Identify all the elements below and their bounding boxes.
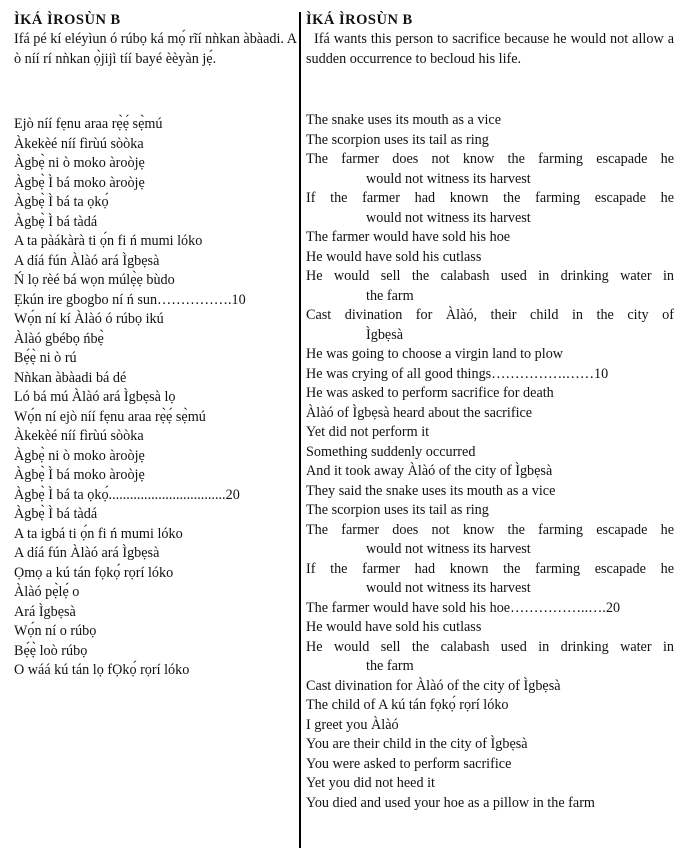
column-divider xyxy=(299,12,301,848)
verse-line: Ọmọ a kú tán fọkọ́ rọrí lóko xyxy=(14,564,174,581)
verse-line: You died and used your hoe as a pillow in the farm xyxy=(306,794,595,811)
yoruba-title: ÌKÁ ÌROSÙN B xyxy=(14,12,121,28)
verse-line: A ta igbá ti ọ́n fi ń mumi lóko xyxy=(14,525,183,542)
verse-line: The snake uses its mouth as a vice xyxy=(306,112,502,128)
verse-line: The child of A kú tán fọkọ́ rọrí lóko xyxy=(306,697,509,713)
verse-line: Cast divination for Àlàó, their child in the city of xyxy=(306,307,674,323)
verse-line: He would have sold his cutlass xyxy=(306,619,482,635)
verse-line: You were asked to perform sacrifice xyxy=(306,755,512,772)
verse-line: O wáá kú tán lọ fỌkọ́ rọrí lóko xyxy=(14,662,190,678)
verse-line: Ẹkún ire gbogbo ní ń sun…………….10 xyxy=(14,291,246,308)
verse-line: Àgbẹ̀ Ì bá ta ọkọ́.................................20 xyxy=(14,486,240,503)
verse-line: Àgbẹ̀ Ì bá ta ọkọ́ xyxy=(14,194,109,210)
english-column xyxy=(306,10,674,813)
verse-line: Àlàó of Ìgbẹsà heard about the sacrifice xyxy=(306,404,533,421)
verse-line: Wọ́n ní ejò níí fẹnu araa rẹ̀ẹ́ sẹ̀mú xyxy=(14,408,206,425)
verse-line: Àgbẹ̀ Ì bá tàdá xyxy=(14,506,98,522)
verse-line: Àlàó gbébọ ńbẹ̀ xyxy=(14,330,104,347)
english-title: ÌKÁ ÌROSÙN B xyxy=(306,12,413,28)
english-verse xyxy=(306,111,674,813)
verse-line: Bẹ́ẹ̀ loò rúbọ xyxy=(14,642,88,659)
verse-line: If the farmer had known the farming escapade he xyxy=(306,560,674,577)
verse-line: You are their child in the city of Ìgbẹsà xyxy=(306,736,528,752)
verse-line: The farmer does not know the farming escapade he xyxy=(306,521,674,538)
verse-line: Ń lọ rèé bá wọn múlẹ̀ẹ bùdo xyxy=(14,272,175,288)
verse-line: Bẹ́ẹ̀ ni ò rú xyxy=(14,350,77,366)
verse-line: Yet you did not heed it xyxy=(306,775,436,791)
verse-line: Wọ́n ní kí Àlàó ó rúbọ ikú xyxy=(14,311,164,327)
verse-line: Yet did not perform it xyxy=(306,424,430,440)
verse-line-continuation: would not witness its harvest xyxy=(366,170,531,187)
verse-line: A díá fún Àlàó ará Ìgbẹsà xyxy=(14,252,160,269)
verse-line: A ta pàákàrà ti ọ́n fi ń mumi lóko xyxy=(14,233,203,249)
verse-line: Ará Ìgbẹsà xyxy=(14,603,76,620)
verse-line: Àgbẹ̀ Ì bá moko àroòjẹ xyxy=(14,174,145,191)
verse-line: The scorpion uses its tail as ring xyxy=(306,502,489,518)
verse-line: He was asked to perform sacrifice for death xyxy=(306,385,554,401)
verse-line: He was going to choose a virgin land to plow xyxy=(306,346,564,362)
verse-line: Àkekèé níí fìrùú sòòka xyxy=(14,135,144,152)
verse-line: The farmer would have sold his hoe xyxy=(306,229,511,245)
verse-line: Cast divination for Àlàó of the city of Ìgbẹsà xyxy=(306,677,561,694)
verse-line: Àkekèé níí fìrùú sòòka xyxy=(14,428,144,444)
verse-line: A díá fún Àlàó ará Ìgbẹsà xyxy=(14,545,160,561)
verse-line: Nǹkan àbàadi bá dé xyxy=(14,369,127,386)
verse-line: Àgbẹ̀ Ì bá moko àroòjẹ xyxy=(14,467,145,483)
verse-line: He would have sold his cutlass xyxy=(306,248,482,265)
verse-line: The farmer would have sold his hoe……………..….20 xyxy=(306,599,621,616)
verse-line: He would sell the calabash used in drinking water in xyxy=(306,638,674,655)
verse-line: Àgbẹ̀ ni ò moko àroòjẹ xyxy=(14,155,145,171)
verse-line: He would sell the calabash used in drinking water in xyxy=(306,268,674,284)
verse-line: Wọ́n ní o rúbọ xyxy=(14,623,97,639)
verse-line: Àlàó pẹ̀lẹ́ o xyxy=(14,584,80,600)
verse-line: Ló bá mú Àlàó ará Ìgbẹsà lọ xyxy=(14,389,176,405)
verse-line: Something suddenly occurred xyxy=(306,443,476,460)
verse-line-continuation: Ìgbẹsà xyxy=(366,326,404,343)
verse-line-continuation: would not witness its harvest xyxy=(366,541,531,557)
english-intro: Ifá wants this person to sacrifice because he would not allow a sudden occurrence to becloud his life. xyxy=(306,31,674,67)
verse-line-continuation: would not witness its harvest xyxy=(366,580,531,596)
verse-line: Àgbẹ̀ ni ò moko àroòjẹ xyxy=(14,447,145,464)
verse-line-continuation: would not witness its harvest xyxy=(366,209,531,226)
verse-line: And it took away Àlàó of the city of Ìgbẹsà xyxy=(306,463,553,479)
verse-line: I greet you Àlàó xyxy=(306,716,399,733)
verse-line: If the farmer had known the farming escapade he xyxy=(306,190,674,206)
verse-line-continuation: the farm xyxy=(366,658,414,674)
yoruba-intro: Ifá pé kí eléyìun ó rúbọ ká mọ́ rĩí nǹkan àbàadi. A ò níí rí nǹkan ọ̀jijì tíí bayé èèyàn jẹ́. xyxy=(14,31,297,67)
verse-line: The scorpion uses its tail as ring xyxy=(306,131,489,148)
verse-line: Ejò níí fẹnu araa rẹ̀ẹ́ sẹ̀mú xyxy=(14,116,163,132)
yoruba-verse xyxy=(14,115,297,681)
verse-line: The farmer does not know the farming escapade he xyxy=(306,151,674,167)
verse-line: Àgbẹ̀ Ì bá tàdá xyxy=(14,213,98,230)
verse-line-continuation: the farm xyxy=(366,287,414,304)
verse-line: He was crying of all good things…………….……10 xyxy=(306,365,609,382)
verse-line: They said the snake uses its mouth as a vice xyxy=(306,482,556,499)
yoruba-column xyxy=(14,10,297,681)
